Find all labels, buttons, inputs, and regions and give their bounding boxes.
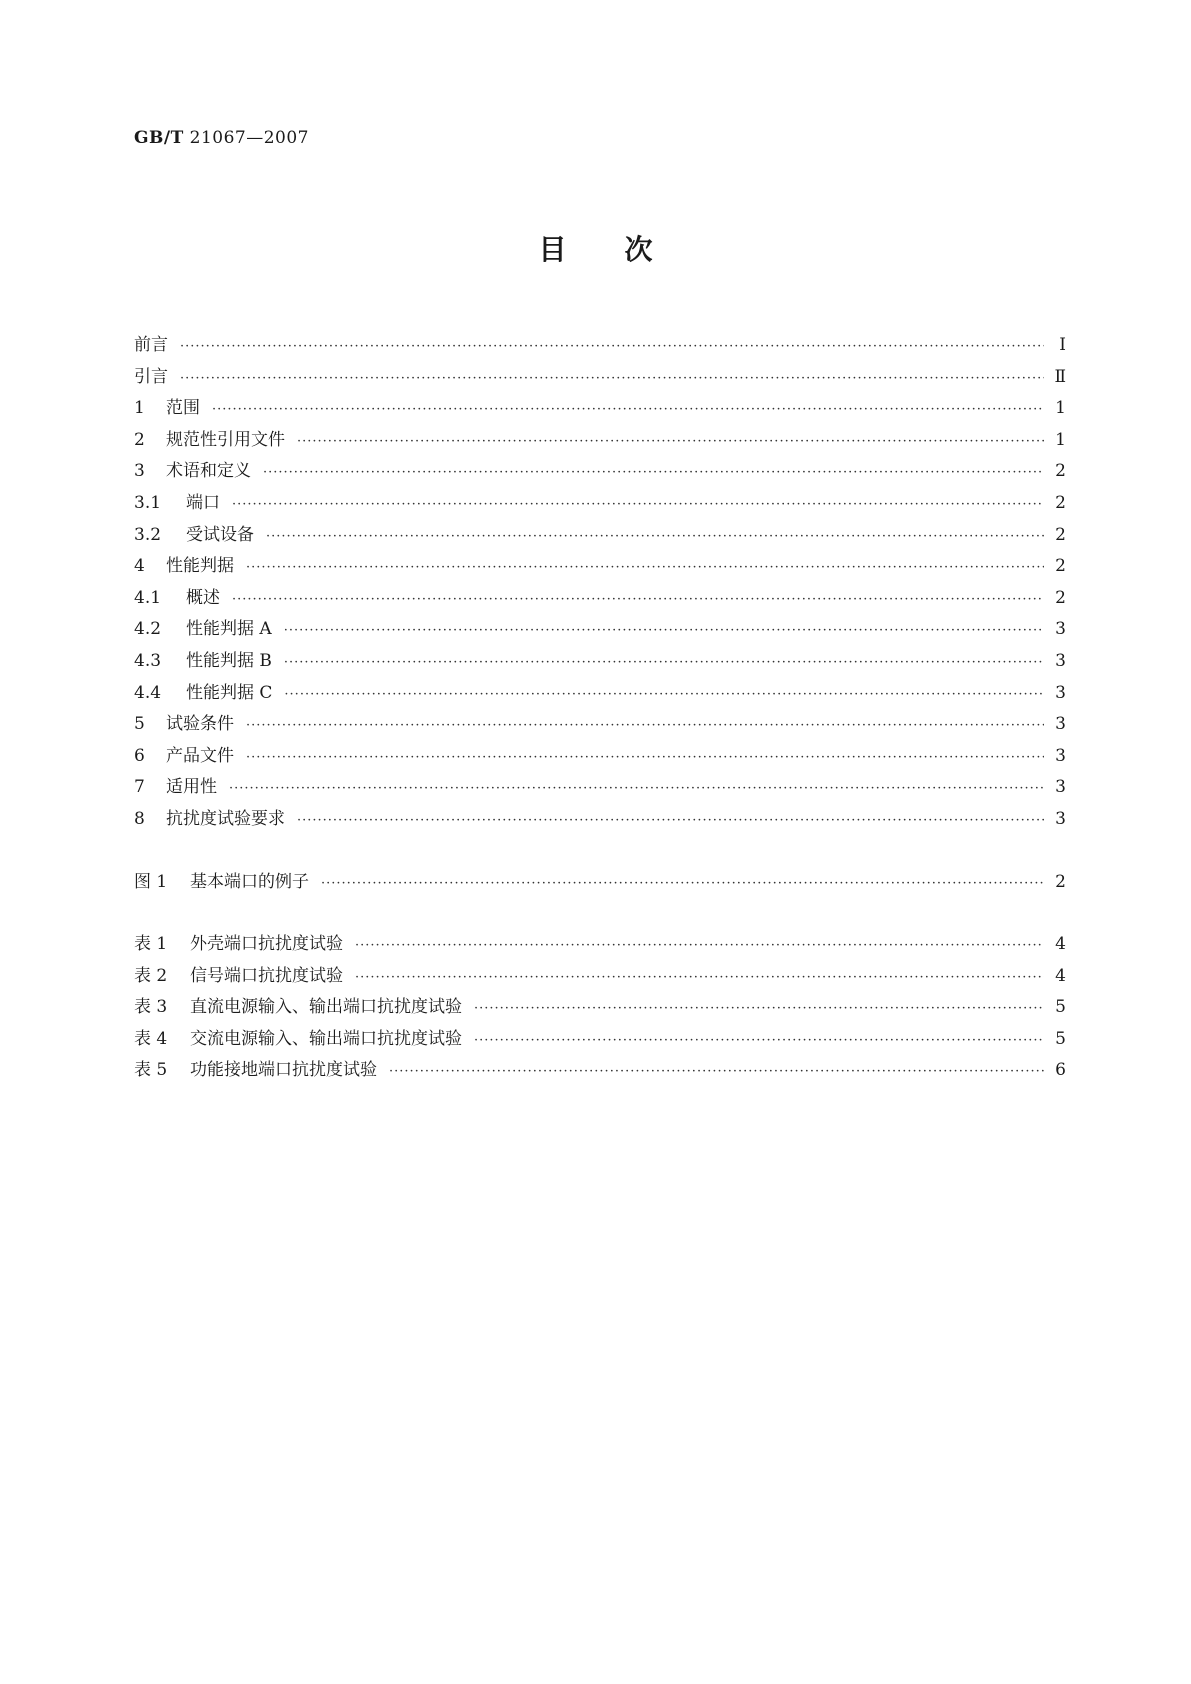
dot-leader: [246, 710, 1044, 742]
toc-entry[interactable]: [134, 992, 1066, 1024]
dot-leader: [284, 647, 1044, 679]
toc-entry-number: 3: [134, 461, 145, 482]
toc-entry-number: 8: [134, 808, 145, 829]
toc-entry-number: 4.3: [134, 650, 162, 671]
toc-entry[interactable]: [134, 551, 1066, 583]
toc-entry-label: 性能判据 B: [186, 650, 272, 671]
toc-entry[interactable]: [134, 583, 1066, 615]
toc-entry-label: 概述: [186, 587, 220, 608]
toc-entry-page-number: 2: [1055, 492, 1066, 513]
toc-entry-label: 术语和定义: [166, 461, 251, 482]
toc-entry-page-number: 2: [1055, 587, 1066, 608]
toc-entry[interactable]: [134, 614, 1066, 646]
toc-entry-page-number: 3: [1055, 714, 1066, 735]
dot-leader: [232, 489, 1044, 521]
toc-figures-section: [134, 867, 1066, 899]
dot-leader: [355, 962, 1044, 994]
dot-leader: [297, 805, 1044, 837]
toc-entry[interactable]: [134, 425, 1066, 457]
dot-leader: [229, 773, 1044, 805]
toc-entry-number: 3.2: [134, 524, 162, 545]
dot-leader: [246, 742, 1044, 774]
dot-leader: [212, 394, 1044, 426]
dot-leader: [474, 1025, 1044, 1057]
toc-entry-page-number: 3: [1055, 777, 1066, 798]
toc-entry-label: 性能判据: [166, 556, 234, 577]
standard-number: 21067—2007: [189, 128, 309, 148]
toc-entry-number: 5: [134, 714, 145, 735]
page-title: [0, 228, 1191, 268]
dot-leader: [180, 363, 1044, 395]
toc-entry[interactable]: [134, 961, 1066, 993]
dot-leader: [246, 552, 1044, 584]
standard-identifier: [134, 128, 309, 148]
toc-entry-number: 4.4: [134, 682, 162, 703]
dot-leader: [263, 457, 1044, 489]
toc-entry-label: 功能接地端口抗扰度试验: [190, 1060, 377, 1081]
toc-entry-label: 交流电源输入、输出端口抗扰度试验: [190, 1028, 462, 1049]
toc-entry-number: 表 4: [134, 1028, 168, 1049]
toc-entry-label: 基本端口的例子: [190, 871, 309, 892]
toc-entry[interactable]: [134, 741, 1066, 773]
toc-entry[interactable]: [134, 867, 1066, 899]
toc-entry-page-number: 2: [1055, 556, 1066, 577]
toc-entry[interactable]: [134, 678, 1066, 710]
toc-entry-label: 性能判据 A: [186, 619, 272, 640]
toc-entry-page-number: 3: [1055, 808, 1066, 829]
toc-entry[interactable]: [134, 393, 1066, 425]
toc-entry-number: 表 5: [134, 1060, 168, 1081]
toc-entry-label: 产品文件: [166, 745, 234, 766]
toc-entry-number: 表 2: [134, 965, 168, 986]
toc-entry-number: 3.1: [134, 492, 162, 513]
toc-entry-page-number: 3: [1055, 619, 1066, 640]
toc-entry-page-number: 2: [1055, 871, 1066, 892]
toc-entry[interactable]: [134, 1024, 1066, 1056]
toc-entry-number: 7: [134, 777, 145, 798]
toc-entry-page-number: 3: [1055, 650, 1066, 671]
toc-entry-number: 4.1: [134, 587, 162, 608]
toc-entry-page-number: 5: [1055, 997, 1066, 1018]
toc-entry-label: 直流电源输入、输出端口抗扰度试验: [190, 997, 462, 1018]
toc-entry-label: 范围: [166, 398, 200, 419]
toc-entry-page-number: Ⅱ: [1054, 366, 1066, 387]
toc-entry-number: 2: [134, 429, 145, 450]
dot-leader: [284, 615, 1044, 647]
title-char-2: 次: [624, 233, 653, 266]
toc-entry[interactable]: [134, 330, 1066, 362]
dot-leader: [266, 521, 1044, 553]
toc-entry-number: 表 1: [134, 934, 168, 955]
toc-entry-page-number: 4: [1055, 965, 1066, 986]
toc-entry[interactable]: [134, 804, 1066, 836]
toc-entry-page-number: 2: [1055, 461, 1066, 482]
toc-entry-number: 6: [134, 745, 145, 766]
dot-leader: [297, 426, 1044, 458]
toc-entry[interactable]: [134, 362, 1066, 394]
toc-entry-page-number: 6: [1055, 1060, 1066, 1081]
toc-entry-number: 图 1: [134, 871, 168, 892]
toc-entry-page-number: Ⅰ: [1059, 335, 1066, 355]
toc-entry-label: 前言: [134, 335, 168, 355]
toc-entry-label: 信号端口抗扰度试验: [190, 965, 343, 986]
toc-entry[interactable]: [134, 646, 1066, 678]
toc-entry-label: 规范性引用文件: [166, 429, 285, 450]
toc-entry-label: 外壳端口抗扰度试验: [190, 934, 343, 955]
toc-entry-label: 引言: [134, 366, 168, 387]
toc-entry-label: 抗扰度试验要求: [166, 808, 285, 829]
dot-leader: [389, 1056, 1044, 1088]
toc-entry[interactable]: [134, 456, 1066, 488]
toc-entry[interactable]: [134, 488, 1066, 520]
toc-entry[interactable]: [134, 929, 1066, 961]
toc-entry-page-number: 4: [1055, 934, 1066, 955]
standard-prefix: GB/T: [134, 128, 184, 148]
toc-entry-page-number: 5: [1055, 1028, 1066, 1049]
toc-entry-label: 端口: [186, 492, 220, 513]
toc-entry-label: 试验条件: [166, 714, 234, 735]
toc-main-section: [134, 330, 1066, 836]
dot-leader: [355, 930, 1044, 962]
toc-entry-label: 适用性: [166, 777, 217, 798]
dot-leader: [321, 868, 1044, 900]
toc-entry[interactable]: [134, 520, 1066, 552]
toc-entry-page-number: 3: [1055, 682, 1066, 703]
section-gap: [134, 898, 1066, 929]
title-char-1: 目: [538, 233, 567, 266]
toc-entry-label: 受试设备: [186, 524, 254, 545]
dot-leader: [284, 679, 1044, 711]
toc-entry-number: 表 3: [134, 997, 168, 1018]
toc-entry-page-number: 2: [1055, 524, 1066, 545]
toc-entry[interactable]: [134, 709, 1066, 741]
section-gap: [134, 836, 1066, 867]
toc-entry-page-number: 3: [1055, 745, 1066, 766]
table-of-contents: [134, 330, 1066, 1087]
toc-entry-label: 性能判据 C: [186, 682, 273, 703]
toc-entry-number: 1: [134, 398, 145, 419]
toc-entry-page-number: 1: [1055, 429, 1066, 450]
dot-leader: [180, 331, 1044, 363]
toc-entry-number: 4: [134, 556, 145, 577]
toc-entry[interactable]: [134, 1055, 1066, 1087]
toc-tables-section: [134, 929, 1066, 1087]
toc-entry-number: 4.2: [134, 619, 162, 640]
dot-leader: [232, 584, 1044, 616]
dot-leader: [474, 993, 1044, 1025]
toc-entry[interactable]: [134, 772, 1066, 804]
toc-entry-page-number: 1: [1055, 398, 1066, 419]
